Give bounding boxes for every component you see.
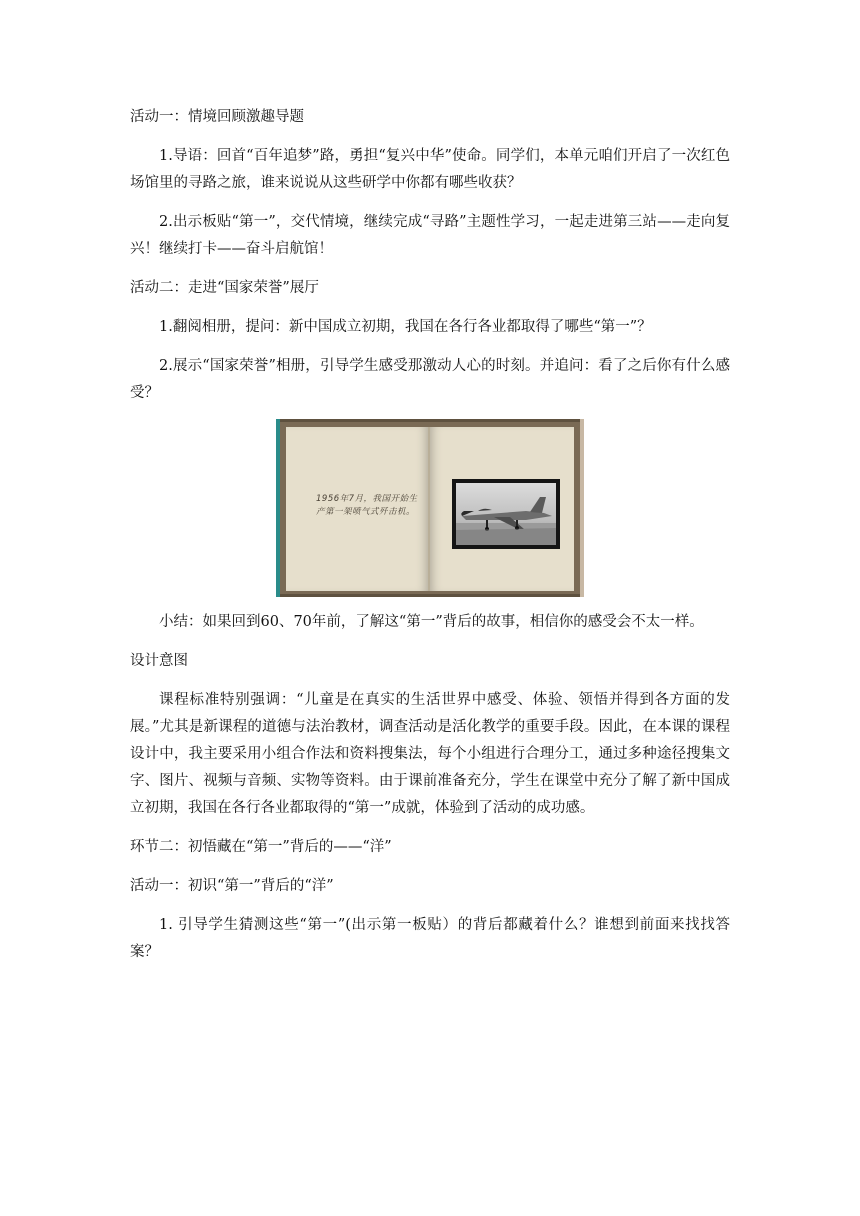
jet-fighter-photo xyxy=(452,479,560,549)
design-intent-paragraph: 课程标准特别强调：“儿童是在真实的生活世界中感受、体验、领悟并得到各方面的发展。”尤其是新课程的道德与法治教材，调查活动是活化教学的重要手段。因此，在本课的课程设计中，我主要采用小组合作法和资料搜集法，每个小组进行合理分工，通过多种途径搜集文字、图片、视频与音频、实物等资料。由于课前准备充分，学生在课堂中充分了解了新中国成立初期，我国在各行各业都取得的“第一”成就，体验到了活动的成功感。 xyxy=(130,692,730,816)
handwritten-photo-caption: 1956年7月，我国开始生产第一架喷气式歼击机。 xyxy=(316,494,418,517)
guess-paragraph: 1. 引导学生猜测这些“第一”(出示第一板贴）的背后都藏着什么？谁想到前面来找找答案？ xyxy=(130,917,730,960)
photo-album-image xyxy=(276,419,584,597)
summary-paragraph: 小结：如果回到60、70年前，了解这“第一”背后的故事，相信你的感受会不太一样。 xyxy=(159,614,704,630)
document-body xyxy=(130,104,730,978)
activity-two-heading: 活动二：走进“国家荣誉”展厅 xyxy=(130,280,319,296)
section-two-activity-heading: 活动一：初识“第一”背后的“洋” xyxy=(130,878,334,894)
album-question-paragraph: 1.翻阅相册，提问：新中国成立初期，我国在各行各业都取得了哪些“第一”？ xyxy=(159,319,652,335)
section-two-heading: 环节二：初悟藏在“第一”背后的——“洋” xyxy=(130,839,392,855)
album-figure xyxy=(130,419,730,597)
design-intent-heading: 设计意图 xyxy=(130,653,188,669)
board-paragraph: 2.出示板贴“第一”，交代情境，继续完成“寻路”主题性学习，一起走进第三站——走向复兴！继续打卡——奋斗启航馆！ xyxy=(130,214,730,257)
jet-fighter-icon xyxy=(456,483,556,545)
album-show-paragraph: 2.展示“国家荣誉”相册，引导学生感受那激动人心的时刻。并追问：看了之后你有什么感受？ xyxy=(130,358,730,401)
intro-paragraph: 1.导语：回首“百年追梦”路，勇担“复兴中华”使命。同学们，本单元咱们开启了一次红色场馆里的寻路之旅，谁来说说从这些研学中你都有哪些收获？ xyxy=(130,148,730,191)
activity-one-heading: 活动一：情境回顾激趣导题 xyxy=(130,109,304,125)
